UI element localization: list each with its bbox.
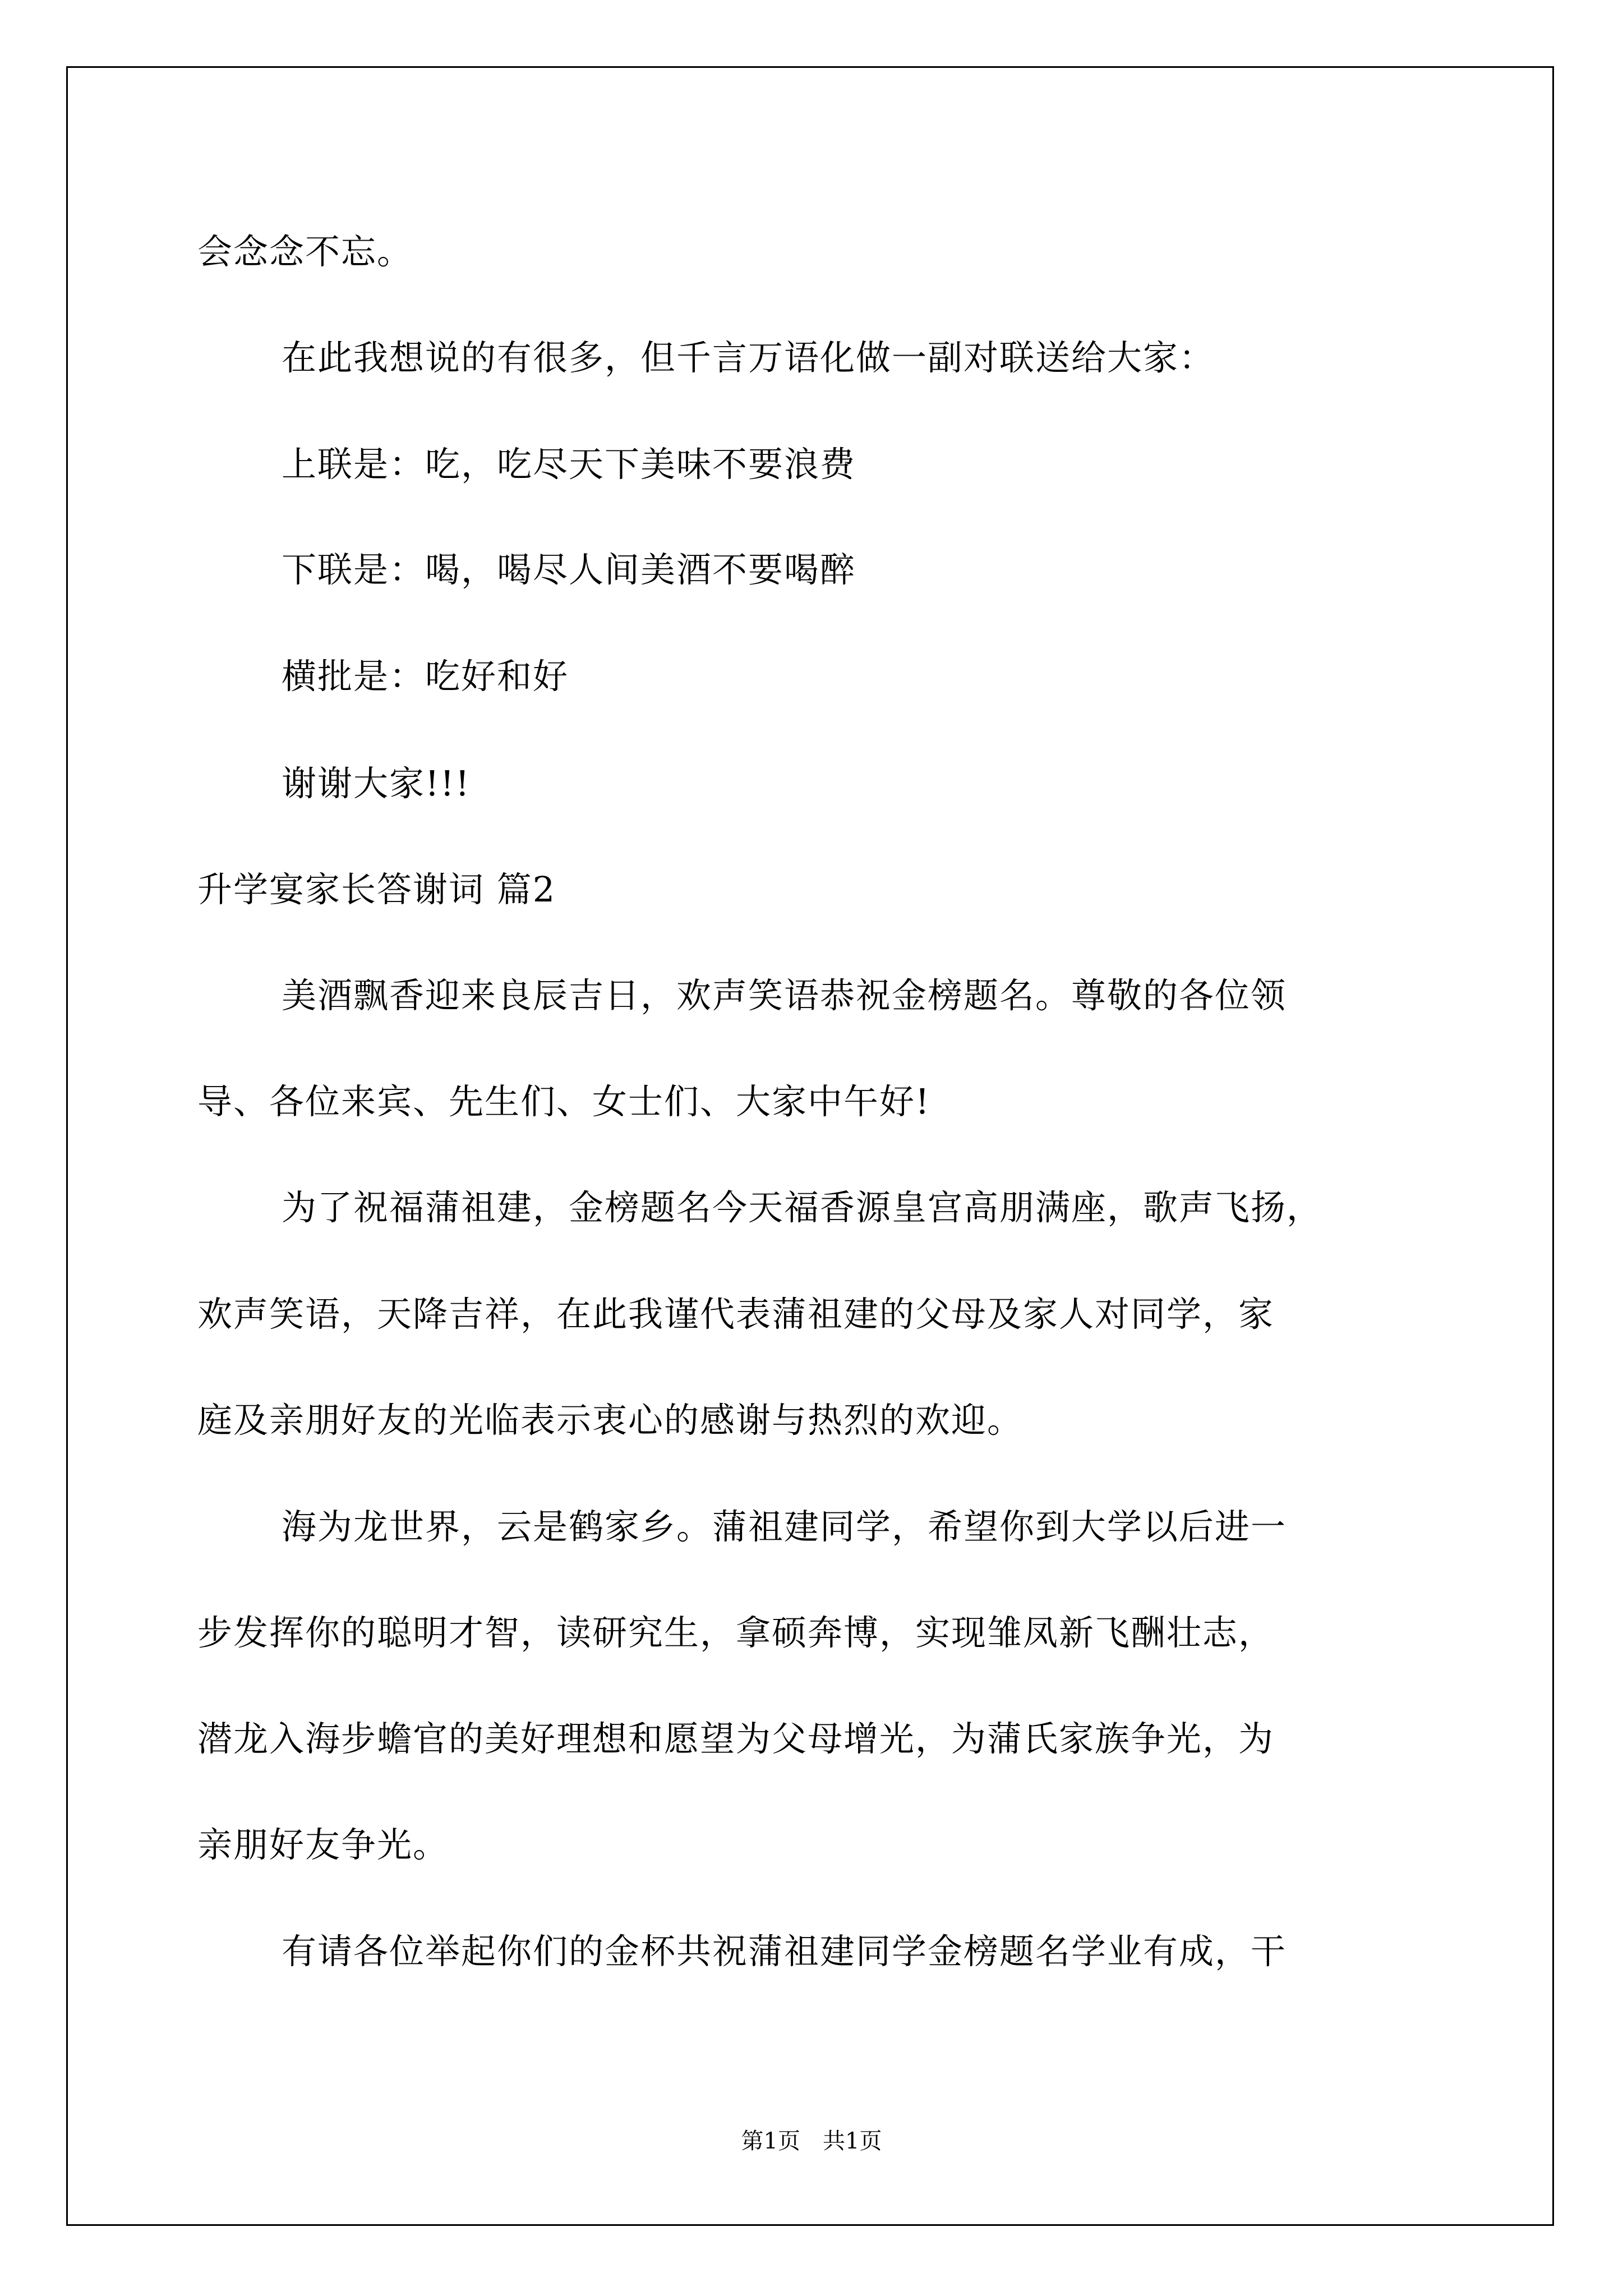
- paragraph-line: 美酒飘香迎来良辰吉日，欢声笑语恭祝金榜题名。尊敬的各位领: [282, 975, 1287, 1016]
- page-border: [66, 66, 1554, 2226]
- paragraph-line: 步发挥你的聪明才智，读研究生，拿硕奔博，实现雏凤新飞酬壮志，: [197, 1612, 1275, 1653]
- paragraph-line: 谢谢大家!!!: [282, 763, 471, 804]
- paragraph-line: 有请各位举起你们的金杯共祝蒲祖建同学金榜题名学业有成，干: [282, 1931, 1287, 1972]
- paragraph-line: 横批是：吃好和好: [282, 656, 569, 697]
- paragraph-line: 欢声笑语，天降吉祥，在此我谨代表蒲祖建的父母及家人对同学，家: [197, 1294, 1275, 1335]
- paragraph-line: 会念念不忘。: [197, 231, 413, 272]
- section-heading: 升学宴家长答谢词 篇2: [197, 869, 556, 910]
- paragraph-line: 上联是：吃，吃尽天下美味不要浪费: [282, 444, 856, 485]
- paragraph-line: 庭及亲朋好友的光临表示衷心的感谢与热烈的欢迎。: [197, 1400, 1023, 1441]
- paragraph-line: 亲朋好友争光。: [197, 1824, 449, 1865]
- page-number-footer: 第1页 共1页: [741, 2128, 882, 2154]
- paragraph-line: 下联是：喝，喝尽人间美酒不要喝醉: [282, 549, 856, 590]
- paragraph-line: 导、各位来宾、先生们、女士们、大家中午好!: [197, 1081, 930, 1122]
- paragraph-line: 海为龙世界，云是鹤家乡。蒲祖建同学，希望你到大学以后进一: [282, 1506, 1287, 1547]
- paragraph-line: 潜龙入海步蟾官的美好理想和愿望为父母增光，为蒲氏家族争光，为: [197, 1718, 1275, 1759]
- paragraph-line: 为了祝福蒲祖建，金榜题名今天福香源皇宫高朋满座，歌声飞扬，: [282, 1187, 1323, 1228]
- paragraph-line: 在此我想说的有很多，但千言万语化做一副对联送给大家：: [282, 337, 1215, 378]
